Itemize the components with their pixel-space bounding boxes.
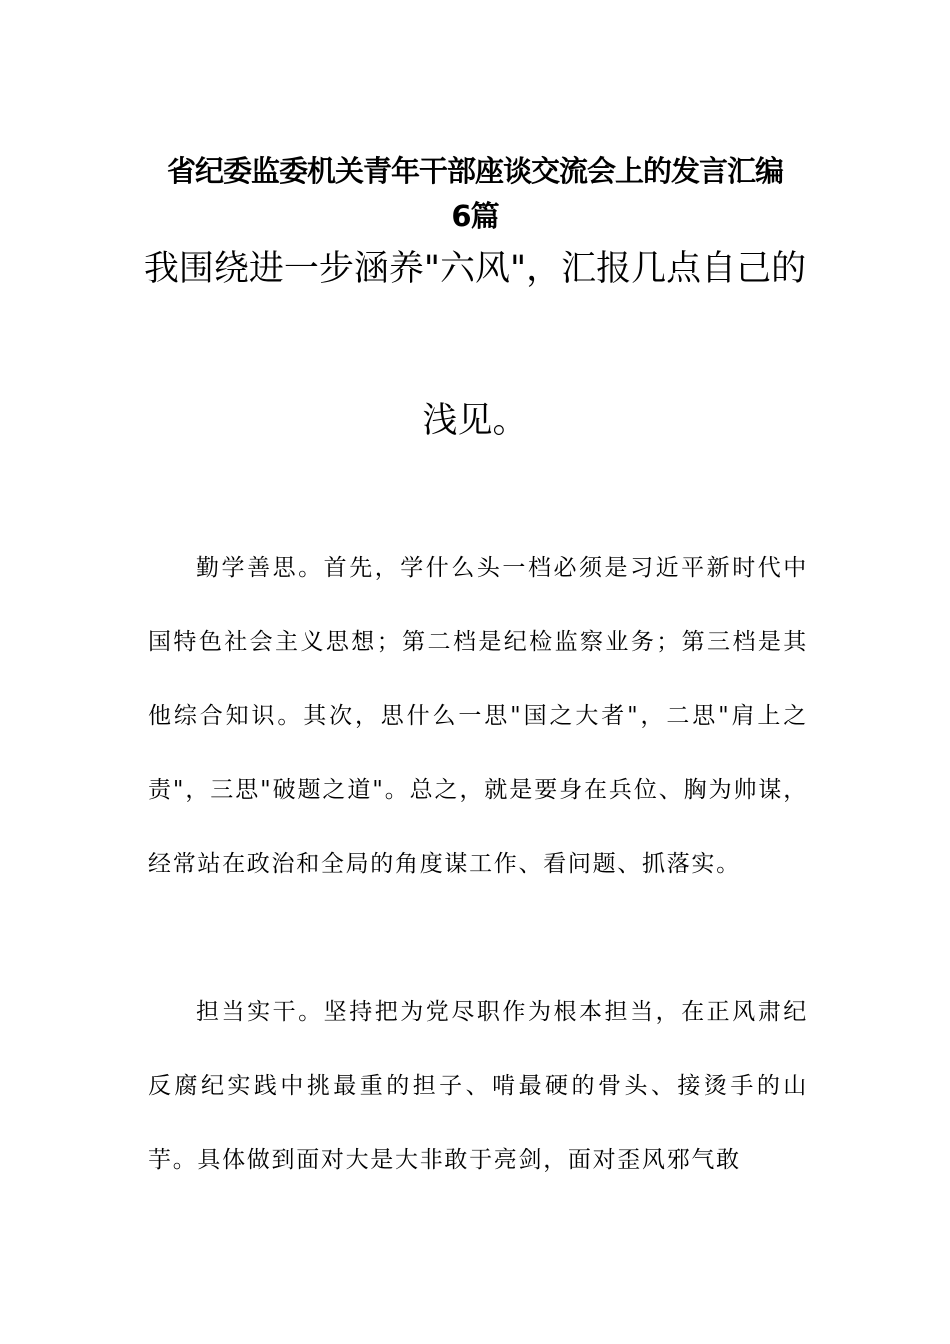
body-paragraph: 勤学善思。首先，学什么头一档必须是习近平新时代中国特色社会主义思想；第二档是纪检监察业务；第三档是其他综合知识。其次，思什么一思"国之大者"，二思"肩上之责"，三思"破题之道"。总之，就是要身在兵位、胸为帅谋，经常站在政治和全局的角度谋工作、看问题、抓落实。: [148, 555, 808, 877]
speech-subtitle-continued: 浅见。: [422, 401, 528, 441]
speech-subtitle: 我围绕进一步涵养"六风"，汇报几点自己的: [143, 249, 807, 289]
document-title-continued: 6篇: [451, 199, 499, 233]
document-title: 省纪委监委机关青年干部座谈交流会上的发言汇编: [166, 154, 783, 188]
body-paragraph: 担当实干。坚持把为党尽职作为根本担当，在正风肃纪反腐纪实践中挑最重的担子、啃最硬的骨头、接烫手的山芋。具体做到面对大是大非敢于亮剑，面对歪风邪气敢: [148, 999, 808, 1173]
